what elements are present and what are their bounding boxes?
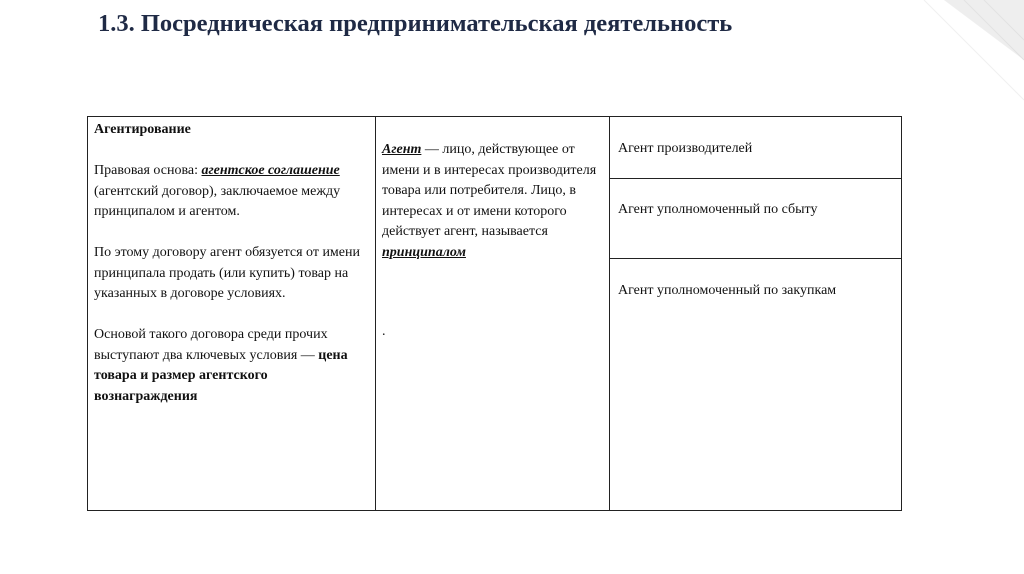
- key-conditions-paragraph: [94, 325, 372, 407]
- agent-type-row: [610, 179, 901, 259]
- agent-type-label: Агент уполномоченный по сбыту: [618, 202, 818, 217]
- agent-type-label: Агент уполномоченный по закупкам: [618, 283, 837, 298]
- agent-type-row: [610, 117, 901, 179]
- agent-definition-text: [382, 140, 606, 263]
- agent-type-row: [610, 259, 901, 510]
- key-conditions-text: Основой такого договора среди прочих выступают два ключевых условия —: [94, 327, 328, 363]
- agent-term: Агент: [382, 142, 422, 157]
- obligation-paragraph: По этому договору агент обязуется от имени принципала продать (или купить) товар на указанных в договоре условиях.: [94, 245, 360, 301]
- content-table: [87, 116, 902, 511]
- table-cell-agency: [88, 117, 376, 510]
- agency-agreement-term: агентское соглашение: [201, 163, 340, 178]
- legal-basis-paragraph: [94, 161, 372, 223]
- legal-basis-rest: (агентский договор), заключаемое между принципалом и агентом.: [94, 183, 341, 219]
- trailing-period: .: [382, 324, 386, 339]
- agent-type-label: Агент производителей: [618, 141, 753, 156]
- agency-heading: Агентирование: [94, 122, 191, 137]
- corner-decoration: [884, 0, 1024, 120]
- table-cell-agent-definition: [376, 117, 610, 510]
- agency-text: [94, 120, 372, 428]
- agent-definition-body: — лицо, действующее от имени и в интересах производителя товара или потребителя. Лицо, в интересах и от имени которого действует агент, называется: [382, 142, 597, 239]
- slide-title: 1.3. Посредническая предпринимательская деятельность: [98, 10, 733, 37]
- principal-term: принципалом: [382, 244, 466, 260]
- key-conditions-terms: цена товара и размер агентского вознаграждения: [94, 347, 348, 404]
- table-cell-agent-types: [610, 117, 901, 510]
- legal-basis-label: Правовая основа:: [94, 163, 202, 178]
